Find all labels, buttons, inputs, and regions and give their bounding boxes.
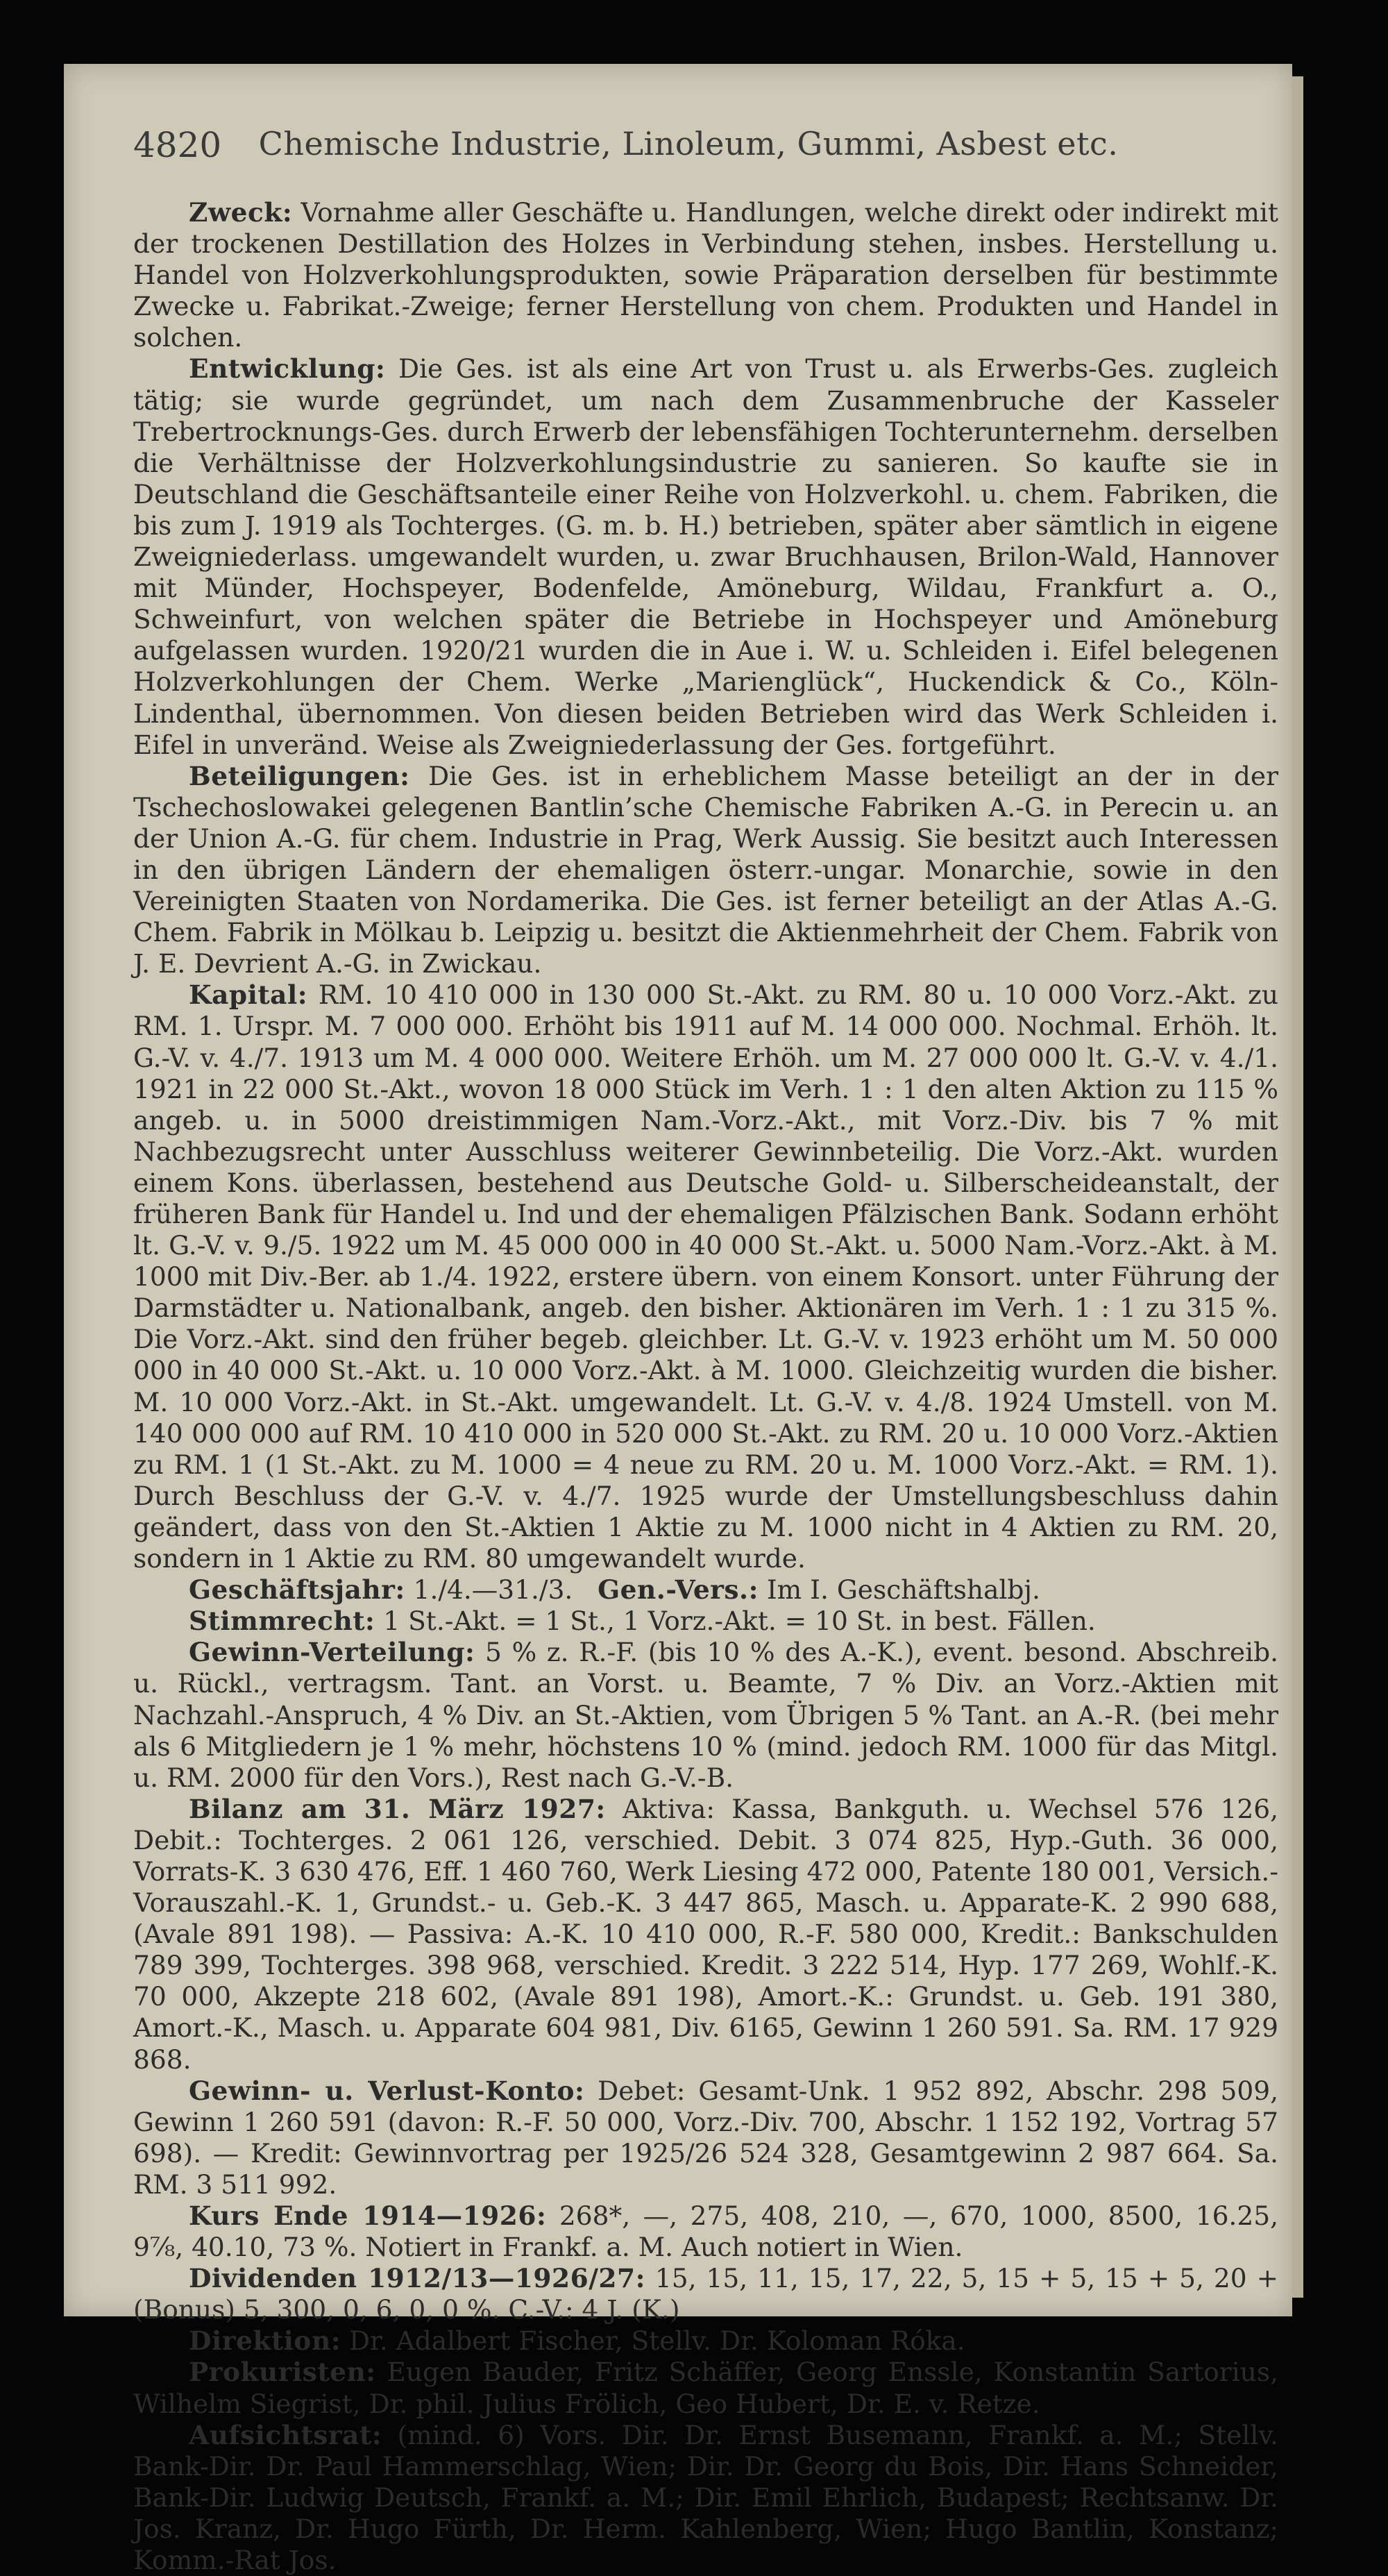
section-label: Prokuristen: [189, 2357, 376, 2388]
section-text: 1 St.-Akt. = 1 St., 1 Vorz.-Akt. = 10 St. in best. Fällen. [375, 1606, 1096, 1637]
section-text: Die Ges. ist in erheblichem Masse beteiligt an der in der Tschechoslowakei gelegenen Bantlin’sche Chemische Fabriken A.-G. in Perecin u. an der Union A.-G. für chem. Industrie in Prag, Werk Aussig. Sie besitzt auch Interessen in den übrigen Ländern der ehemaligen österr.-ungar. Monarchie, sowie in den Vereinigten Staaten von Nordamerika. Die Ges. ist ferner beteiligt an der Atlas A.-G. Chem. Fabrik in Mölkau b. Leipzig u. besitzt die Aktienmehrheit der Chem. Fabrik von J. E. Devrient A.-G. in Zwickau. [133, 760, 1278, 979]
section-label: Dividenden 1912/13—1926/27: [189, 2263, 645, 2294]
section-text: (mind. 6) Vors. Dir. Dr. Ernst Busemann, Frankf. a. M.; Stellv. Bank-Dir. Dr. Paul Hammerschlag, Wien; Dir. Dr. Georg du Bois, Dir. Hans Schneider, Bank-Dir. Ludwig Deutsch, Frankf. a. M.; Dir. Emil Ehrlich, Budapest; Rechtsanw. Dr. Jos. Kranz, Dr. Hugo Fürth, Dr. Herm. Kahlenberg, Wien; Hugo Bantlin, Konstanz; Komm.-Rat Jos. [133, 2419, 1278, 2576]
section-text: Eugen Bauder, Fritz Schäffer, Georg Enssle, Konstantin Sartorius, Wilhelm Siegrist, Dr. phil. Julius Frölich, Geo Hubert, Dr. E. v. Retze. [133, 2357, 1278, 2419]
section-label: Bilanz am 31. März 1927: [189, 1793, 606, 1824]
section-stimmrecht [133, 1606, 1278, 1637]
section-label: Gewinn-Verteilung: [189, 1637, 475, 1668]
section-label: Gewinn- u. Verlust-Konto: [189, 2075, 585, 2106]
section-kurs [133, 2200, 1278, 2263]
document-body [133, 197, 1278, 2576]
section-aufsichtsrat [133, 2420, 1278, 2576]
section-label: Kapital: [189, 979, 308, 1011]
section-label: Geschäftsjahr: [189, 1574, 405, 1606]
section-prokuristen [133, 2357, 1278, 2419]
running-head: Chemische Industrie, Linoleum, Gummi, Asbest etc. [258, 125, 1119, 162]
book-spine-edge [1292, 76, 1303, 2298]
section-label: Zweck: [189, 197, 293, 228]
section-text: Die Ges. ist als eine Art von Trust u. als Erwerbs-Ges. zugleich tätig; sie wurde gegründet, um nach dem Zusammenbruche der Kasseler Trebertrocknungs-Ges. durch Erwerb der lebensfähigen Tochterunternehm. derselben die Verhältnisse der Holzverkohlungsindustrie zu sanieren. So kaufte sie in Deutschland die Geschäftsanteile einer Reihe von Holzverkohl. u. chem. Fabriken, die bis zum J. 1919 als Tochterges. (G. m. b. H.) betrieben, später aber sämtlich in eigene Zweigniederlass. umgewandelt wurden, u. zwar Bruchhausen, Brilon-Wald, Hannover mit Münder, Hochspeyer, Bodenfelde, Amöneburg, Wildau, Frankfurt a. O., Schweinfurt, von welchen später die Betriebe in Hochspeyer und Amöneburg aufgelassen wurden. 1920/21 wurden die in Aue i. W. u. Schleiden i. Eifel belegenen Holzverkohlungen der Chem. Werke „Marienglück“, Huckendick & Co., Köln-Lindenthal, übernommen. Von diesen beiden Betrieben wird das Werk Schleiden i. Eifel in unveränd. Weise als Zweigniederlassung der Ges. fortgeführt. [133, 353, 1278, 760]
section-label: Aufsichtsrat: [189, 2419, 382, 2450]
section-kapital [133, 979, 1278, 1574]
section-bilanz [133, 1794, 1278, 2076]
page-header [133, 125, 1244, 174]
section-beteiligungen [133, 761, 1278, 980]
section-label: Kurs Ende 1914—1926: [189, 2200, 547, 2231]
section-text: Dr. Adalbert Fischer, Stellv. Dr. Koloman Róka. [341, 2325, 965, 2357]
section-text: 1./4.—31./3. [405, 1574, 573, 1606]
section-label: Beteiligungen: [189, 760, 410, 791]
section-text: Aktiva: Kassa, Bankguth. u. Wechsel 576 126, Debit.: Tochterges. 2 061 126, verschied. Debit. 3 074 825, Hyp.-Guth. 36 000, Vorrats-K. 3 630 476, Eff. 1 460 760, Werk Liesing 472 000, Patente 180 001, Versich.-Vorauszahl.-K. 1, Grundst.- u. Geb.-K. 3 447 865, Masch. u. Apparate-K. 2 990 688, (Avale 891 198). — Passiva: A.-K. 10 410 000, R.-F. 580 000, Kredit.: Bankschulden 789 399, Tochterges. 398 968, verschied. Kredit. 3 222 514, Hyp. 177 269, Wohlf.-K. 70 000, Akzepte 218 602, (Avale 891 198), Amort.-K.: Grundst. u. Geb. 191 380, Amort.-K., Masch. u. Apparate 604 981, Div. 6165, Gewinn 1 260 591. Sa. RM. 17 929 868. [133, 1793, 1278, 2075]
scanned-page [64, 64, 1292, 2576]
section-entwicklung [133, 353, 1278, 760]
section-gewinn-verlust [133, 2076, 1278, 2200]
section-direktion [133, 2325, 1278, 2357]
section-label: Stimmrecht: [189, 1606, 375, 1637]
section-label: Direktion: [189, 2325, 341, 2357]
section-geschaeftsjahr [133, 1574, 1278, 1606]
page-number: 4820 [133, 125, 222, 165]
section-gewinn-verteilung [133, 1637, 1278, 1793]
section-dividenden [133, 2263, 1278, 2325]
section-text: RM. 10 410 000 in 130 000 St.-Akt. zu RM. 80 u. 10 000 Vorz.-Akt. zu RM. 1. Urspr. M. 7 000 000. Erhöht bis 1911 auf M. 14 000 000. Nochmal. Erhöh. lt. G.-V. v. 4./7. 1913 um M. 4 000 000. Weitere Erhöh. um M. 27 000 000 lt. G.-V. v. 4./1. 1921 in 22 000 St.-Akt., wovon 18 000 Stück im Verh. 1 : 1 den alten Aktion zu 115 % angeb. u. in 5000 dreistimmigen Nam.-Vorz.-Akt., mit Vorz.-Div. bis 7 % mit Nachbezugsrecht unter Ausschluss weiterer Gewinnbeteilig. Die Vorz.-Akt. wurden einem Kons. überlassen, bestehend aus Deutsche Gold- u. Silberscheideanstalt, der früheren Bank für Handel u. Ind und der ehemaligen Pfälzischen Bank. Sodann erhöht lt. G.-V. v. 9./5. 1922 um M. 45 000 000 in 40 000 St.-Akt. u. 5000 Nam.-Vorz.-Akt. à M. 1000 mit Div.-Ber. ab 1./4. 1922, erstere übern. von einem Konsort. unter Führung der Darmstädter u. Nationalbank, angeb. den bisher. Aktionären im Verh. 1 : 1 zu 315 %. Die Vorz.-Akt. sind den früher begeb. gleichber. Lt. G.-V. v. 1923 erhöht um M. 50 000 000 in 40 000 St.-Akt. u. 10 000 Vorz.-Akt. à M. 1000. Gleichzeitig wurden die bisher. M. 10 000 Vorz.-Akt. in St.-Akt. umgewandelt. Lt. G.-V. v. 4./8. 1924 Umstell. von M. 140 000 000 auf RM. 10 410 000 in 520 000 St.-Akt. zu RM. 20 u. 10 000 Vorz.-Aktien zu RM. 1 (1 St.-Akt. zu M. 1000 = 4 neue zu RM. 20 u. M. 1000 Vorz.-Akt. = RM. 1). Durch Beschluss der G.-V. v. 4./7. 1925 wurde der Umstellungsbeschluss dahin geändert, dass von den St.-Aktien 1 Aktie zu M. 1000 nicht in 4 Aktien zu RM. 20, sondern in 1 Aktie zu RM. 80 umgewandelt wurde. [133, 979, 1278, 1574]
section-label-gen-vers: Gen.-Vers.: [598, 1574, 759, 1606]
section-text: 5 % z. R.-F. (bis 10 % des A.-K.), event. besond. Abschreib. u. Rückl., vertragsm. Tant. an Vorst. u. Beamte, 7 % Div. an Vorz.-Aktien mit Nachzahl.-Anspruch, 4 % Div. an St.-Aktien, vom Übrigen 5 % Tant. an A.-R. (bei mehr als 6 Mitgliedern je 1 % mehr, höchstens 10 % (mind. jedoch RM. 1000 für das Mitgl. u. RM. 2000 für den Vors.), Rest nach G.-V.-B. [133, 1637, 1278, 1793]
section-text: Debet: Gesamt-Unk. 1 952 892, Abschr. 298 509, Gewinn 1 260 591 (davon: R.-F. 50 000, Vorz.-Div. 700, Abschr. 1 152 192, Vortrag 57 698). — Kredit: Gewinnvortrag per 1925/26 524 328, Gesamtgewinn 2 987 664. Sa. RM. 3 511 992. [133, 2075, 1278, 2200]
section-zweck [133, 197, 1278, 353]
section-text: Vornahme aller Geschäfte u. Handlungen, welche direkt oder indirekt mit der trockenen Destillation des Holzes in Verbindung stehen, insbes. Herstellung u. Handel von Holzverkohlungsprodukten, sowie Präparation derselben für bestimmte Zwecke u. Fabrikat.-Zweige; ferner Herstellung von chem. Produkten und Handel in solchen. [133, 197, 1278, 353]
section-text: 268*, —, 275, 408, 210, —, 670, 1000, 8500, 16.25, 9⅞, 40.10, 73 %. Notiert in Frankf. a. M. Auch notiert in Wien. [133, 2200, 1278, 2263]
section-text-gen-vers: Im I. Geschäftshalbj. [758, 1574, 1040, 1606]
section-label: Entwicklung: [189, 353, 386, 385]
section-text: 15, 15, 11, 15, 17, 22, 5, 15 + 5, 15 + 5, 20 + (Bonus) 5, 300, 0, 6, 0, 0 %. C.-V.: 4 J. (K.) [133, 2263, 1278, 2325]
